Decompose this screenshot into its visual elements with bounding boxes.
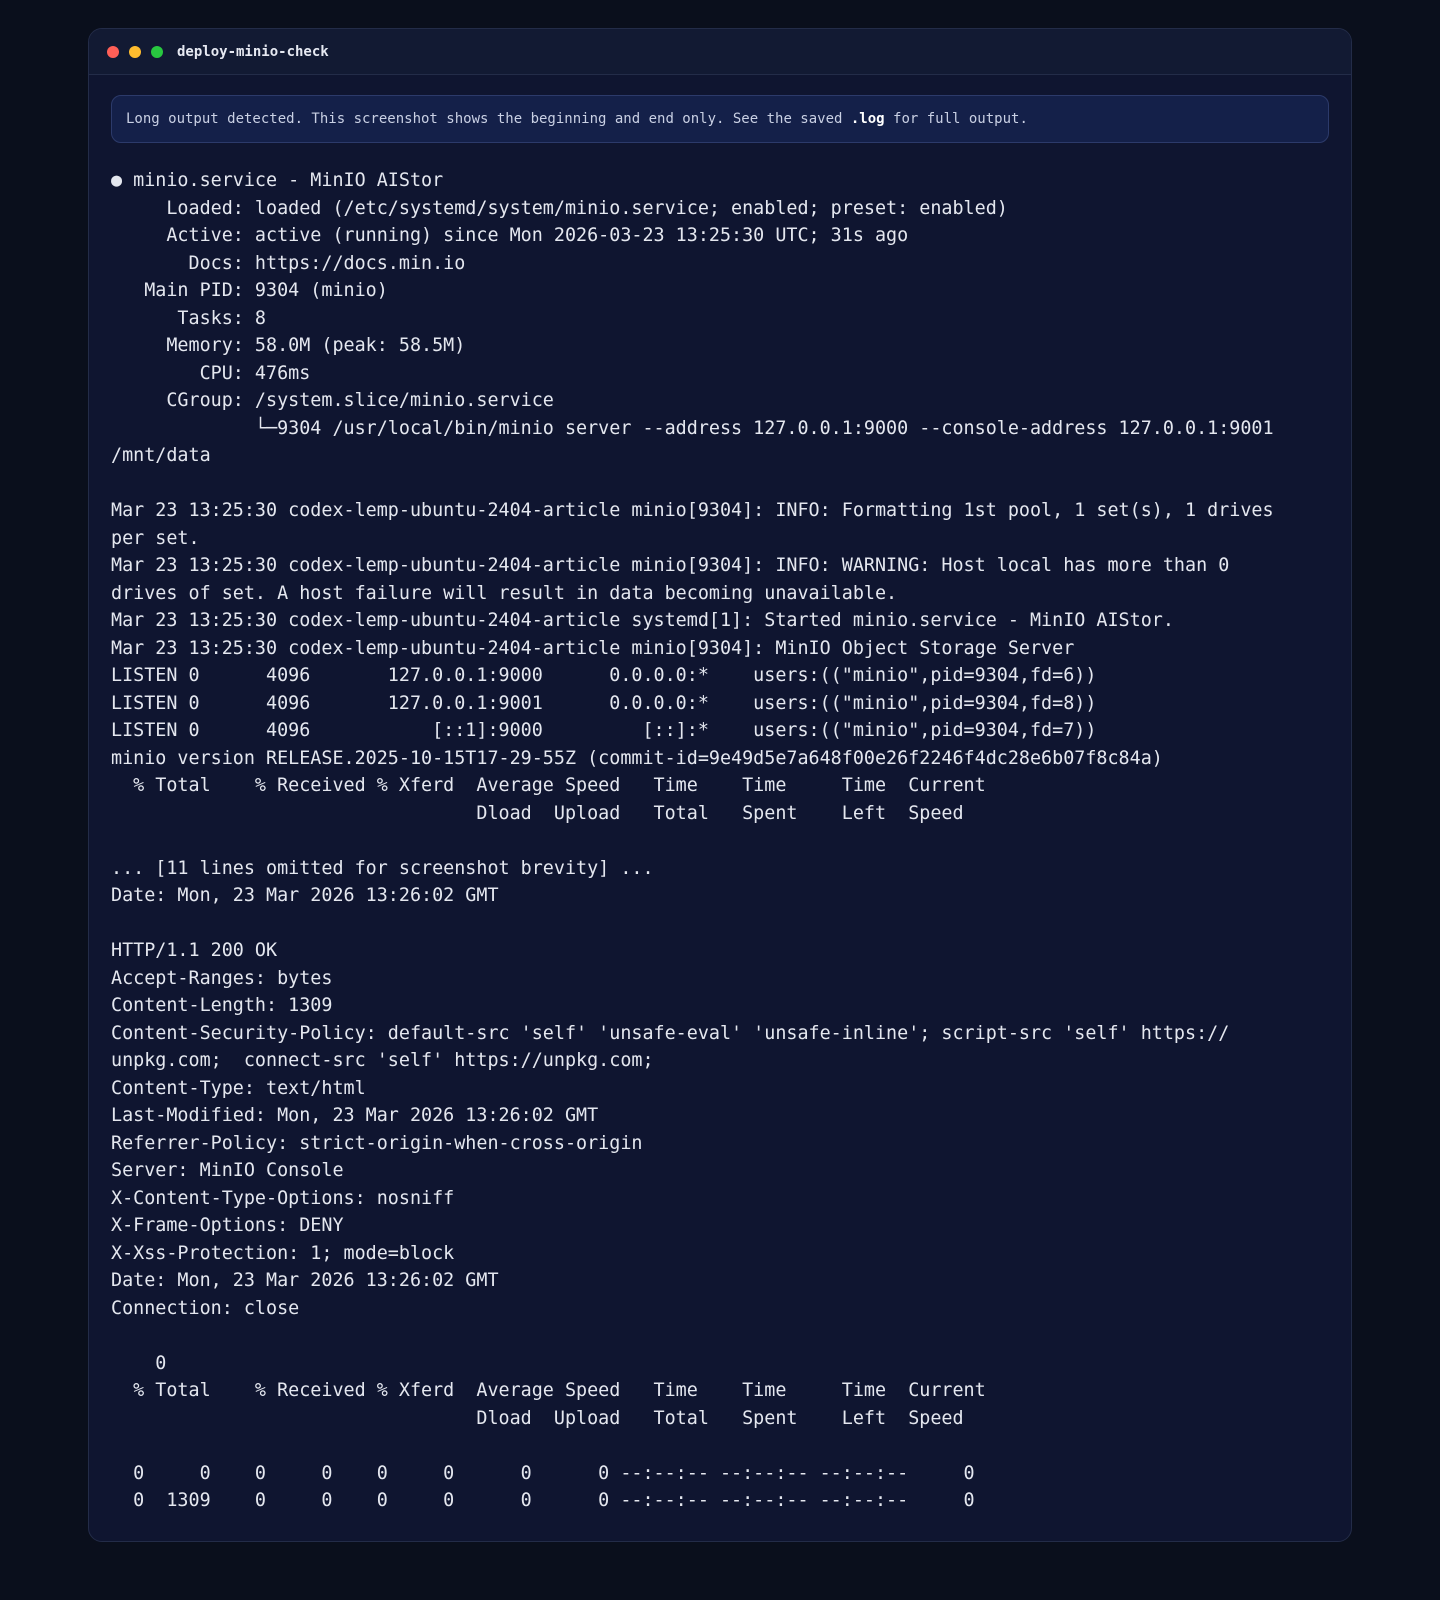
output-line: X-Frame-Options: DENY bbox=[111, 1215, 344, 1236]
maximize-button[interactable] bbox=[151, 46, 163, 58]
output-line: LISTEN 0 4096 127.0.0.1:9001 0.0.0.0:* users:(("minio",pid=9304,fd=8)) bbox=[111, 692, 1097, 714]
output-line: Docs: https://docs.min.io bbox=[111, 252, 466, 274]
output-line: Date: Mon, 23 Mar 2026 13:26:02 GMT bbox=[111, 885, 499, 906]
long-output-notice bbox=[111, 95, 1329, 143]
terminal-output bbox=[111, 167, 1335, 1515]
output-line: 0 bbox=[111, 1352, 167, 1374]
output-line bbox=[111, 910, 1335, 938]
output-line: Tasks: 8 bbox=[111, 307, 267, 329]
output-line: unpkg.com; connect-src 'self' https://unpkg.com; bbox=[111, 1050, 654, 1071]
output-line: Dload Upload Total Spent Left Speed bbox=[111, 1407, 964, 1429]
output-line: Referrer-Policy: strict-origin-when-cross-origin bbox=[111, 1132, 643, 1154]
output-line: Mar 23 13:25:30 codex-lemp-ubuntu-2404-article minio[9304]: MinIO Object Storage Server bbox=[111, 637, 1075, 659]
output-line: X-Content-Type-Options: nosniff bbox=[111, 1187, 455, 1209]
output-line: 0 0 0 0 0 0 0 0 --:--:-- --:--:-- --:--:-- 0 bbox=[111, 1462, 975, 1484]
notice-text-suffix: for full output. bbox=[884, 111, 1028, 127]
output-line: Mar 23 13:25:30 codex-lemp-ubuntu-2404-article systemd[1]: Started minio.service - MinIO AIStor. bbox=[111, 610, 1174, 631]
notice-text-prefix: Long output detected. This screenshot shows the beginning and end only. See the saved bbox=[126, 111, 851, 127]
output-line: CPU: 476ms bbox=[111, 362, 311, 384]
output-line: % Total % Received % Xferd Average Speed Time Time Time Current bbox=[111, 775, 986, 796]
output-line bbox=[111, 1432, 1335, 1460]
output-line: ... [11 lines omitted for screenshot brevity] ... bbox=[111, 857, 654, 879]
title-bar bbox=[89, 29, 1351, 75]
output-line: Mar 23 13:25:30 codex-lemp-ubuntu-2404-article minio[9304]: INFO: Formatting 1st pool, 1 set(s), 1 drives bbox=[111, 500, 1274, 521]
output-line: Accept-Ranges: bytes bbox=[111, 967, 333, 989]
output-line: /mnt/data bbox=[111, 445, 211, 466]
output-line: drives of set. A host failure will result in data becoming unavailable. bbox=[111, 582, 898, 604]
output-line bbox=[111, 827, 1335, 855]
output-line bbox=[111, 470, 1335, 498]
terminal-window bbox=[88, 28, 1352, 1542]
output-line: └─9304 /usr/local/bin/minio server --address 127.0.0.1:9000 --console-address 127.0.0.1:9001 bbox=[111, 417, 1274, 439]
output-line: CGroup: /system.slice/minio.service bbox=[111, 390, 554, 411]
output-line: LISTEN 0 4096 127.0.0.1:9000 0.0.0.0:* users:(("minio",pid=9304,fd=6)) bbox=[111, 665, 1097, 686]
output-line: X-Xss-Protection: 1; mode=block bbox=[111, 1242, 455, 1264]
minimize-button[interactable] bbox=[129, 46, 141, 58]
window-title: deploy-minio-check bbox=[177, 43, 329, 60]
output-line: Active: active (running) since Mon 2026-03-23 13:25:30 UTC; 31s ago bbox=[111, 225, 909, 246]
output-line bbox=[111, 1322, 1335, 1350]
output-line: ● minio.service - MinIO AIStor bbox=[111, 170, 444, 191]
output-line: per set. bbox=[111, 527, 200, 549]
close-button[interactable] bbox=[107, 46, 119, 58]
output-line: % Total % Received % Xferd Average Speed Time Time Time Current bbox=[111, 1380, 986, 1401]
output-line: Content-Security-Policy: default-src 'self' 'unsafe-eval' 'unsafe-inline'; script-src 'self' https:// bbox=[111, 1022, 1230, 1044]
output-line: minio version RELEASE.2025-10-15T17-29-55Z (commit-id=9e49d5e7a648f00e26f2246f4dc28e6b07f8c84a) bbox=[111, 747, 1163, 769]
output-line: Date: Mon, 23 Mar 2026 13:26:02 GMT bbox=[111, 1270, 499, 1291]
notice-log-file: .log bbox=[850, 111, 885, 127]
output-line: HTTP/1.1 200 OK bbox=[111, 940, 278, 961]
output-line: Server: MinIO Console bbox=[111, 1160, 344, 1181]
output-line: 0 1309 0 0 0 0 0 0 --:--:-- --:--:-- --:--:-- 0 bbox=[111, 1490, 975, 1511]
output-line: Loaded: loaded (/etc/systemd/system/minio.service; enabled; preset: enabled) bbox=[111, 197, 1008, 219]
output-line: Memory: 58.0M (peak: 58.5M) bbox=[111, 335, 466, 356]
output-line: Dload Upload Total Spent Left Speed bbox=[111, 802, 964, 824]
output-line: LISTEN 0 4096 [::1]:9000 [::]:* users:(("minio",pid=9304,fd=7)) bbox=[111, 720, 1097, 741]
output-line: Content-Length: 1309 bbox=[111, 995, 333, 1016]
output-line: Main PID: 9304 (minio) bbox=[111, 280, 388, 301]
output-line: Mar 23 13:25:30 codex-lemp-ubuntu-2404-article minio[9304]: INFO: WARNING: Host local has more than 0 bbox=[111, 555, 1230, 576]
output-line: Connection: close bbox=[111, 1297, 300, 1319]
output-line: Content-Type: text/html bbox=[111, 1077, 366, 1099]
output-line: Last-Modified: Mon, 23 Mar 2026 13:26:02 GMT bbox=[111, 1105, 599, 1126]
